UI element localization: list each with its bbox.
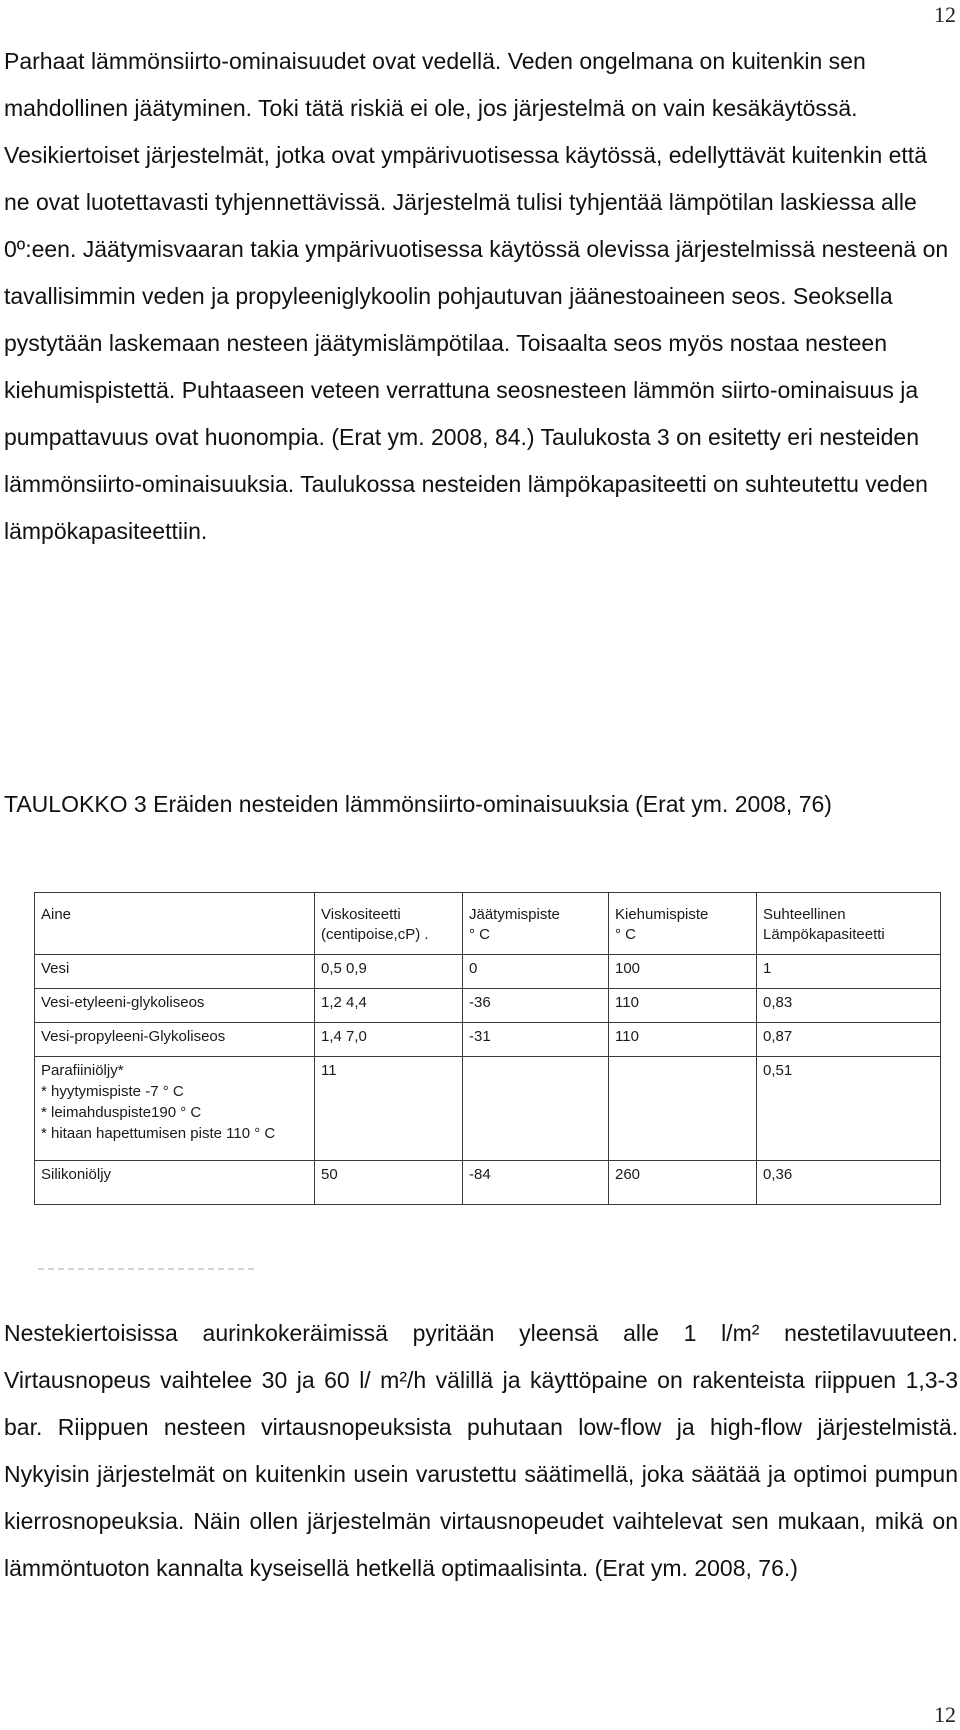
cell-viskositeetti: 11 — [315, 1057, 463, 1161]
page-number-top: 12 — [934, 2, 956, 27]
cell-kiehumispiste: 100 — [609, 955, 757, 989]
header-aine: Aine — [35, 893, 315, 955]
cell-suhteellinen: 0,36 — [757, 1161, 941, 1205]
header-kiehumispiste-label: Kiehumispiste — [615, 906, 709, 923]
cell-aine: Vesi-etyleeni-glykoliseos — [35, 989, 315, 1023]
aine-note: * hyytymispiste -7 ° C — [41, 1083, 184, 1100]
cell-kiehumispiste: 110 — [609, 989, 757, 1023]
table-row — [35, 1023, 941, 1057]
cell-kiehumispiste: 260 — [609, 1161, 757, 1205]
cell-kiehumispiste: 110 — [609, 1023, 757, 1057]
cell-viskositeetti: 1,4 7,0 — [315, 1023, 463, 1057]
cell-suhteellinen: 1 — [757, 955, 941, 989]
header-suhteellinen-label-2: Lämpökapasiteetti — [763, 926, 885, 943]
cell-jaatymispiste — [463, 1057, 609, 1161]
paragraph-heat-transfer: Parhaat lämmönsiirto-ominaisuudet ovat vedellä. Veden ongelmana on kuitenkin sen mahdollinen jäätyminen. Toki tätä riskiä ei ole, jos järjestelmä on vain kesäkäytössä. Vesikiertoiset järjestelmät, jotka ovat ympärivuotisessa käytössä, edellyttävät kuitenkin että ne ovat luotettavasti tyhjennettävissä. Järjestelmä tulisi tyhjentää lämpötilan laskiessa alle 0º:een. Jäätymisvaaran takia ympärivuotisessa käytössä olevissa järjestelmissä nesteenä on tavallisimmin veden ja propyleeniglykoolin pohjautuvan jäänestoaineen seos. Seoksella pystytään laskemaan nesteen jäätymislämpötilaa. Toisaalta seos myös nostaa nesteen kiehumispistettä. Puhtaaseen veteen verrattuna seosnesteen lämmön siirto-ominaisuus ja pumpattavuus ovat huonompia. (Erat ym. 2008, 84.) Taulukosta 3 on esitetty eri nesteiden lämmönsiirto-ominaisuuksia. Taulukossa nesteiden lämpökapasiteetti on suhteutettu veden lämpökapasiteettiin. — [4, 48, 949, 544]
cell-kiehumispiste — [609, 1057, 757, 1161]
header-jaatymispiste-unit: ° C — [469, 926, 490, 943]
table-row — [35, 1057, 941, 1161]
aine-notes — [41, 1081, 308, 1144]
cell-suhteellinen: 0,51 — [757, 1057, 941, 1161]
page-number-bottom: 12 — [934, 1702, 956, 1727]
cell-jaatymispiste: -31 — [463, 1023, 609, 1057]
header-kiehumispiste-unit: ° C — [615, 926, 636, 943]
cell-suhteellinen: 0,87 — [757, 1023, 941, 1057]
header-jaatymispiste-label: Jäätymispiste — [469, 906, 560, 923]
table-container — [34, 892, 941, 1205]
cell-aine — [35, 1057, 315, 1161]
table-row — [35, 989, 941, 1023]
header-jaatymispiste — [463, 893, 609, 955]
cell-jaatymispiste: -84 — [463, 1161, 609, 1205]
fluid-properties-table — [34, 892, 941, 1205]
aine-note: * leimahduspiste190 ° C — [41, 1104, 202, 1121]
cell-suhteellinen: 0,83 — [757, 989, 941, 1023]
table-row — [35, 955, 941, 989]
header-viskositeetti-unit: (centipoise,cP) . — [321, 926, 429, 943]
header-suhteellinen — [757, 893, 941, 955]
paragraph-flow-rate: Nestekiertoisissa aurinkokeräimissä pyritään yleensä alle 1 l/m² nestetilavuuteen. Virtausnopeus vaihtelee 30 ja 60 l/ m²/h välillä ja käyttöpaine on rakenteista riippuen 1,3-3 bar. Riippuen nesteen virtausnopeuksista puhutaan low-flow ja high-flow järjestelmistä. Nykyisin järjestelmät on kuitenkin usein varustettu säätimellä, joka säätää ja optimoi pumpun kierrosnopeuksia. Näin ollen järjestelmän virtausnopeudet vaihtelevat sen mukaan, mikä on lämmöntuoton kannalta kyseisellä hetkellä optimaalisinta. (Erat ym. 2008, 76.) — [4, 1320, 958, 1581]
scan-artifact-divider — [38, 1268, 258, 1270]
table-row — [35, 1161, 941, 1205]
cell-jaatymispiste: -36 — [463, 989, 609, 1023]
cell-viskositeetti: 0,5 0,9 — [315, 955, 463, 989]
header-kiehumispiste — [609, 893, 757, 955]
cell-jaatymispiste: 0 — [463, 955, 609, 989]
cell-aine: Vesi-propyleeni-Glykoliseos — [35, 1023, 315, 1057]
cell-aine: Silikoniöljy — [35, 1161, 315, 1205]
cell-viskositeetti: 1,2 4,4 — [315, 989, 463, 1023]
table-header-row — [35, 893, 941, 955]
header-suhteellinen-label: Suhteellinen — [763, 906, 846, 923]
aine-note: * hitaan hapettumisen piste 110 ° C — [41, 1125, 276, 1142]
cell-viskositeetti: 50 — [315, 1161, 463, 1205]
cell-aine: Vesi — [35, 955, 315, 989]
header-viskositeetti — [315, 893, 463, 955]
table-caption: TAULOKKO 3 Eräiden nesteiden lämmönsiirto-ominaisuuksia (Erat ym. 2008, 76) — [4, 791, 832, 817]
header-viskositeetti-label: Viskositeetti — [321, 906, 401, 923]
cell-aine-name: Parafiiniöljy* — [41, 1062, 124, 1079]
